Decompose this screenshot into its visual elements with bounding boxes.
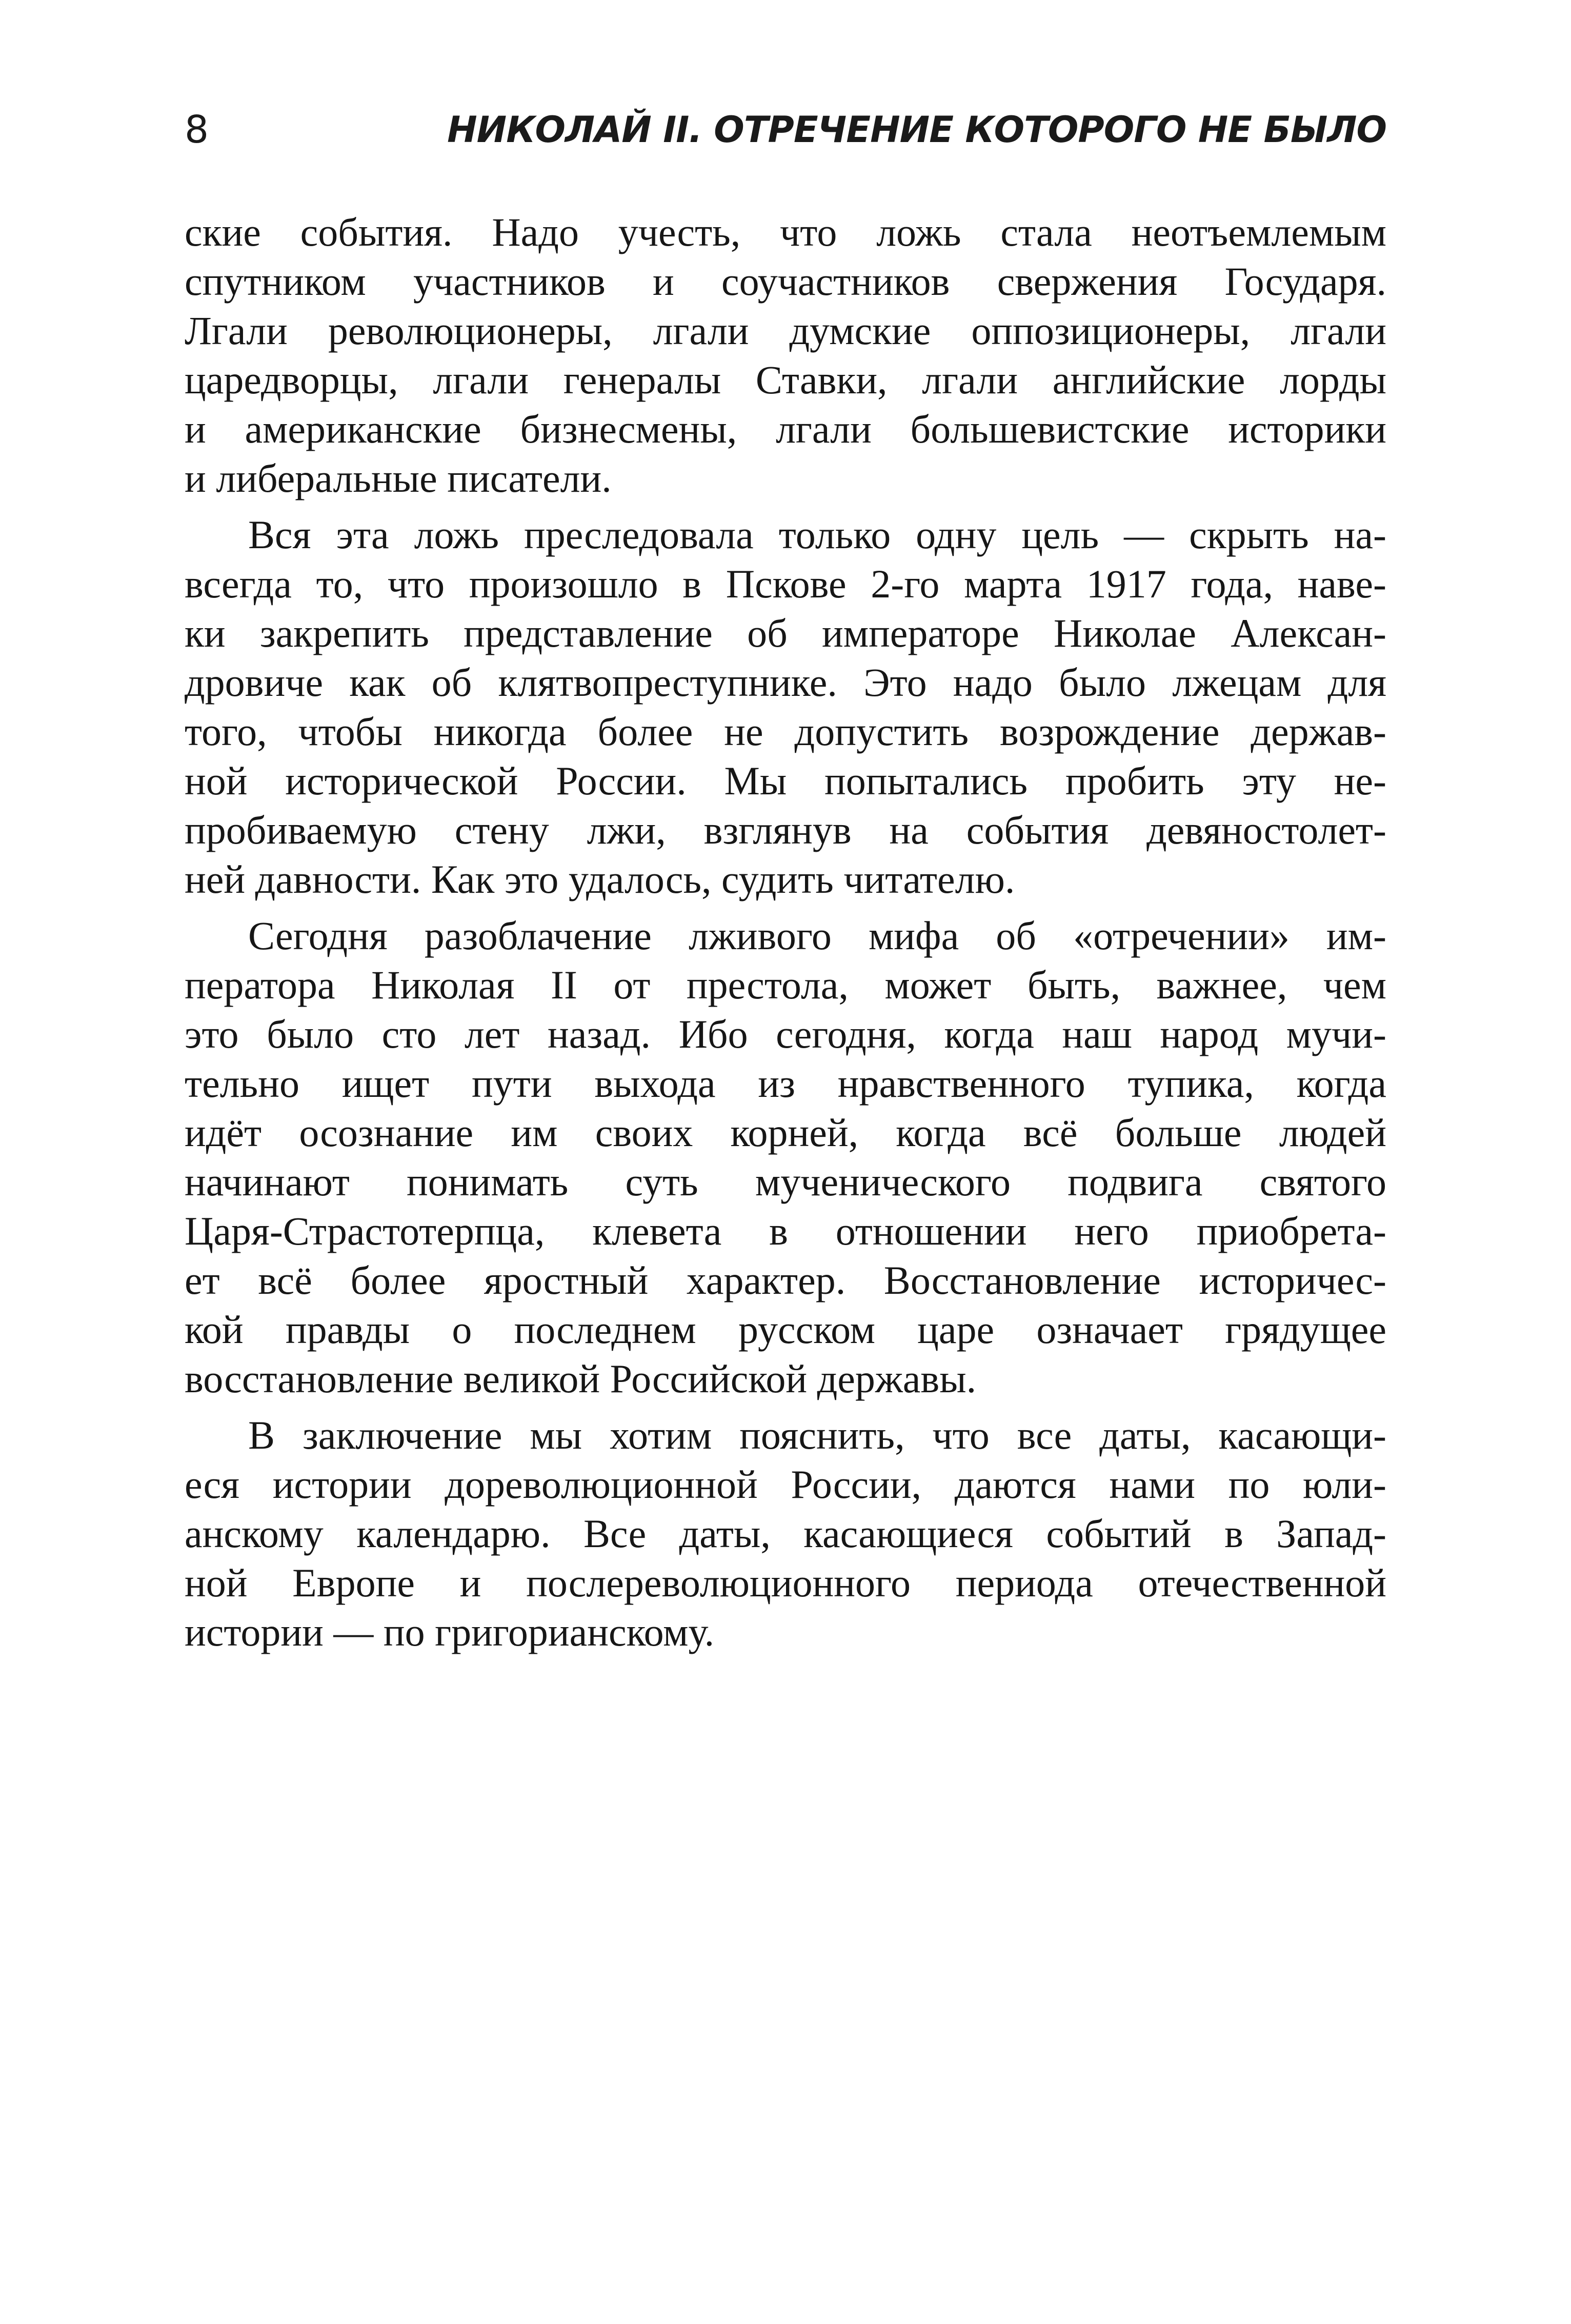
paragraph-1 [185,208,1386,503]
paragraph-3 [185,911,1386,1404]
paragraph-2 [185,510,1386,904]
text-line: всегда то, что произошло в Пскове 2-го марта 1917 года, наве- [185,562,1386,606]
text-line: Сегодня разоблачение лживого мифа об «отречении» им- [248,913,1386,958]
text-line: ки закрепить представление об императоре Николае Алексан- [185,611,1386,655]
text-line: идёт осознание им своих корней, когда всё больше людей [185,1110,1386,1155]
running-title: НИКОЛАЙ II. ОТРЕЧЕНИЕ КОТОРОГО НЕ БЫЛО [447,109,1386,151]
text-line: В заключение мы хотим пояснить, что все даты, касающи- [248,1413,1386,1457]
text-line: это было сто лет назад. Ибо сегодня, когда наш народ мучи- [185,1012,1386,1056]
text-line: еся истории дореволюционной России, даются нами по юли- [185,1462,1386,1507]
text-line: истории — по григорианскому. [185,1610,715,1654]
text-line: Царя-Страстотерпца, клевета в отношении него приобрета- [185,1209,1386,1253]
text-line: начинают понимать суть мученического подвига святого [185,1159,1386,1204]
text-line: ет всё более яростный характер. Восстановление историчес- [185,1258,1386,1303]
text-line: и либеральные писатели. [185,456,612,500]
text-line: царедворцы, лгали генералы Ставки, лгали английские лорды [185,357,1386,402]
body-text [185,208,1386,1664]
text-line: ские события. Надо учесть, что ложь стала неотъемлемым [185,210,1386,254]
text-line: того, чтобы никогда более не допустить возрождение держав- [185,709,1386,754]
page-number: 8 [185,108,209,152]
text-line: спутником участников и соучастников свержения Государя. [185,259,1386,304]
text-line: Лгали революционеры, лгали думские оппозиционеры, лгали [185,308,1386,353]
text-line: тельно ищет пути выхода из нравственного тупика, когда [185,1061,1386,1106]
text-line: ней давности. Как это удалось, судить читателю. [185,857,1015,901]
text-line: Вся эта ложь преследовала только одну цель — скрыть на- [248,512,1386,557]
text-line: кой правды о последнем русском царе означает грядущее [185,1307,1386,1352]
text-line: ной Европе и послереволюционного периода отечественной [185,1560,1386,1605]
text-line: и американские бизнесмены, лгали большевистские историки [185,407,1386,451]
text-line: ператора Николая II от престола, может быть, важнее, чем [185,963,1386,1007]
text-line: анскому календарю. Все даты, касающиеся событий в Запад- [185,1511,1386,1556]
running-head [185,102,1386,158]
text-line: дровиче как об клятвопреступнике. Это надо было лжецам для [185,660,1386,705]
text-line: восстановление великой Российской державы. [185,1356,977,1401]
paragraph-4 [185,1411,1386,1657]
text-line: пробиваемую стену лжи, взглянув на события девяностолет- [185,808,1386,852]
text-line: ной исторической России. Мы попытались пробить эту не- [185,758,1386,803]
